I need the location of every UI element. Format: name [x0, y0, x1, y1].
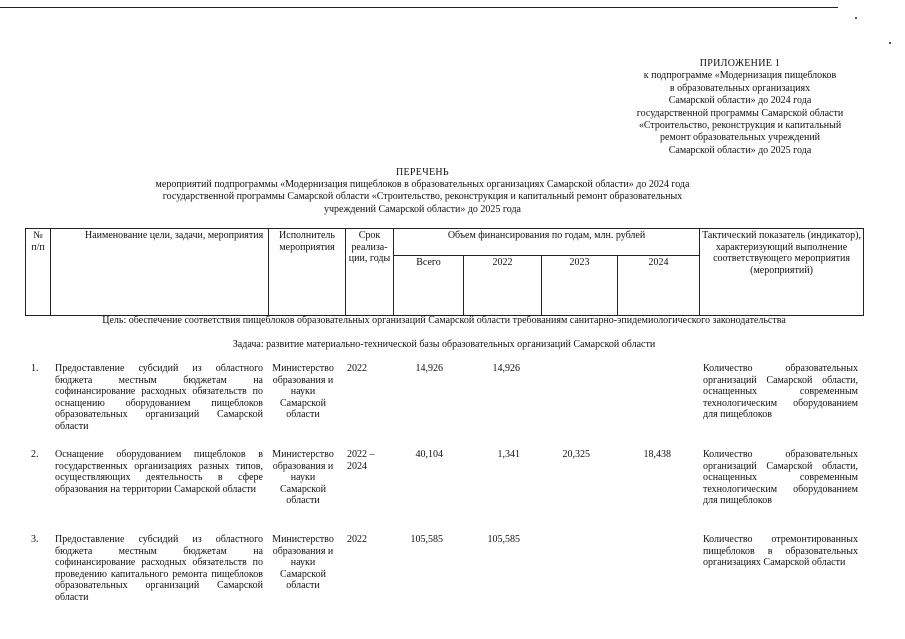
row-number: 3.: [31, 534, 39, 545]
header-num: № п/п: [26, 229, 51, 316]
row-2024: 18,438: [643, 449, 671, 460]
top-rule: [0, 7, 838, 8]
header-term: Срок реализа-ции, годы: [346, 229, 394, 316]
row-total: 14,926: [415, 363, 443, 374]
appendix-line: Самарской области» до 2025 года: [668, 144, 812, 156]
header-executor: Исполнитель мероприятия: [269, 229, 346, 316]
row-2023: 20,325: [562, 449, 590, 460]
header-indicator: Тактический показатель (индикатор), характеризующий выполнение соответствующего мероприятия (мероприятий): [700, 229, 864, 316]
appendix-block: [605, 58, 875, 157]
title-line: учреждений Самарской области» до 2025 года: [323, 203, 521, 215]
table-header: [25, 228, 864, 316]
row-2022: 105,585: [487, 534, 520, 545]
row-executor: Министерство образования и науки Самарской области: [272, 363, 334, 421]
row-total: 105,585: [410, 534, 443, 545]
appendix-line: «Строительство, реконструкция и капитальный: [638, 120, 842, 132]
row-description: Оснащение оборудованием пищеблоков в государственных организациях разных типов, осуществляющих деятельность в сфере образования на территории Самарской области: [55, 449, 263, 495]
task-line: Задача: развитие материально-технической базы образовательных организаций Самарской области: [232, 339, 656, 350]
title-heading: ПЕРЕЧЕНЬ: [396, 167, 449, 178]
goal-line: Цель: обеспечение соответствия пищеблоков образовательных организаций Самарской области требованиям санитарно-эпидемиологического законодательства: [102, 315, 786, 326]
row-2022: 1,341: [497, 449, 520, 460]
header-name: Наименование цели, задачи, мероприятия: [51, 229, 269, 316]
header-total: Всего: [394, 256, 464, 316]
appendix-heading: ПРИЛОЖЕНИЕ 1: [699, 58, 781, 69]
header-year-2024: 2024: [618, 256, 700, 316]
title-line: государственной программы Самарской области «Строительство, реконструкция и капитальный ремонт образовательных: [162, 191, 683, 203]
row-executor: Министерство образования и науки Самарской области: [272, 534, 334, 592]
row-indicator: Количество образовательных организаций Самарской области, оснащенных современным технологическим оборудованием для пищеблоков: [703, 449, 858, 507]
row-2022: 14,926: [492, 363, 520, 374]
header-financing: Объем финансирования по годам, млн. рублей: [394, 229, 700, 256]
row-term: 2022 – 2024: [347, 449, 375, 472]
appendix-line: в образовательных организациях: [669, 82, 811, 94]
appendix-line: ремонт образовательных учреждений: [659, 132, 821, 144]
row-indicator: Количество отремонтированных пищеблоков в образовательных организациях Самарской области: [703, 534, 858, 569]
row-number: 2.: [31, 449, 39, 460]
row-executor: Министерство образования и науки Самарской области: [272, 449, 334, 507]
row-term: 2022: [347, 363, 367, 374]
row-total: 40,104: [415, 449, 443, 460]
header-year-2023: 2023: [542, 256, 618, 316]
header-year-2022: 2022: [464, 256, 542, 316]
row-term: 2022: [347, 534, 367, 545]
speck-mark: [889, 42, 891, 44]
row-number: 1.: [31, 363, 39, 374]
speck-mark: [855, 17, 857, 19]
appendix-line: государственной программы Самарской области: [636, 107, 844, 119]
document-title: [100, 167, 745, 216]
row-indicator: Количество образовательных организаций Самарской области, оснащенных современным технологическим оборудованием для пищеблоков: [703, 363, 858, 421]
row-description: Предоставление субсидий из областного бюджета местным бюджетам на софинансирование расходных обязательств по оснащению оборудованием пищеблоков образовательных организаций Самарской области: [55, 363, 263, 432]
appendix-line: к подпрограмме «Модернизация пищеблоков: [643, 70, 837, 82]
title-line: мероприятий подпрограммы «Модернизация пищеблоков в образовательных организациях Самарской области» до 2024 года: [155, 179, 690, 191]
appendix-line: Самарской области» до 2024 года: [668, 95, 812, 107]
row-description: Предоставление субсидий из областного бюджета местным бюджетам на софинансирование расходных обязательств по проведению капитального ремонта пищеблоков образовательных организаций Самарской области: [55, 534, 263, 603]
